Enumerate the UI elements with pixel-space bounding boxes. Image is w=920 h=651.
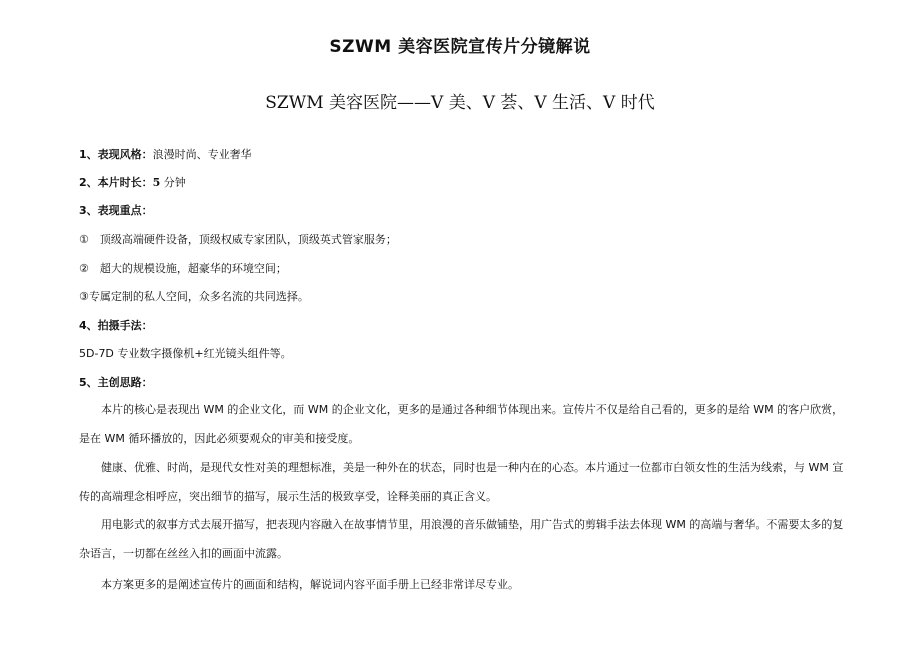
focus-point-2: ② 超大的规模设施，超豪华的环境空间； xyxy=(79,262,287,275)
item-technique-label: 4、拍摄手法： xyxy=(79,319,153,332)
item-concept-label: 5、主创思路： xyxy=(79,376,153,389)
item-style-label: 1、表现风格： xyxy=(79,148,153,161)
concept-paragraph-2: 健康、优雅、时尚，是现代女性对美的理想标准，美是一种外在的状态，同时也是一种内在的心态。本片通过一位都市白领女性的生活为线索，与 WM 宣传的高端理念相呼应，突出细节的描写，展示生活的极致享受，诠释美丽的真正含义。 xyxy=(79,461,844,503)
document-subtitle: SZWM 美容医院——V 美、V 荟、V 生活、V 时代 xyxy=(265,93,655,113)
item-duration-value: 5 xyxy=(152,176,161,189)
item-focus xyxy=(79,203,849,219)
document-title: SZWM 美容医院宣传片分镜解说 xyxy=(329,37,591,57)
item-technique xyxy=(79,318,849,334)
concept-paragraph-3: 用电影式的叙事方式去展开描写，把表现内容融入在故事情节里，用浪漫的音乐做铺垫，用广告式的剪辑手法去体现 WM 的高端与奢华。不需要太多的复杂语言，一切都在丝丝入扣的画面中流露。 xyxy=(79,518,844,560)
item-concept xyxy=(79,375,849,391)
concept-paragraph-4: 本方案更多的是阐述宣传片的画面和结构，解说词内容平面手册上已经非常详尽专业。 xyxy=(101,578,519,591)
item-duration-text: 分钟 xyxy=(160,176,186,189)
item-style xyxy=(79,147,849,163)
item-style-text: 浪漫时尚、专业奢华 xyxy=(152,148,252,161)
item-duration-label: 2、本片时长： xyxy=(79,176,153,189)
technique-text: 5D-7D 专业数字摄像机+红光镜头组件等。 xyxy=(79,347,292,360)
focus-point-3: ③专属定制的私人空间，众多名流的共同选择。 xyxy=(79,290,309,303)
focus-point-1: ① 顶级高端硬件设备，顶级权威专家团队，顶级英式管家服务； xyxy=(79,233,397,246)
item-focus-label: 3、表现重点： xyxy=(79,204,153,217)
concept-paragraph-1: 本片的核心是表现出 WM 的企业文化，而 WM 的企业文化，更多的是通过各种细节体现出来。宣传片不仅是给自己看的，更多的是给 WM 的客户欣赏，是在 WM 循环播放的，因此必须要观众的审美和接受度。 xyxy=(79,403,844,445)
item-duration xyxy=(79,175,849,191)
